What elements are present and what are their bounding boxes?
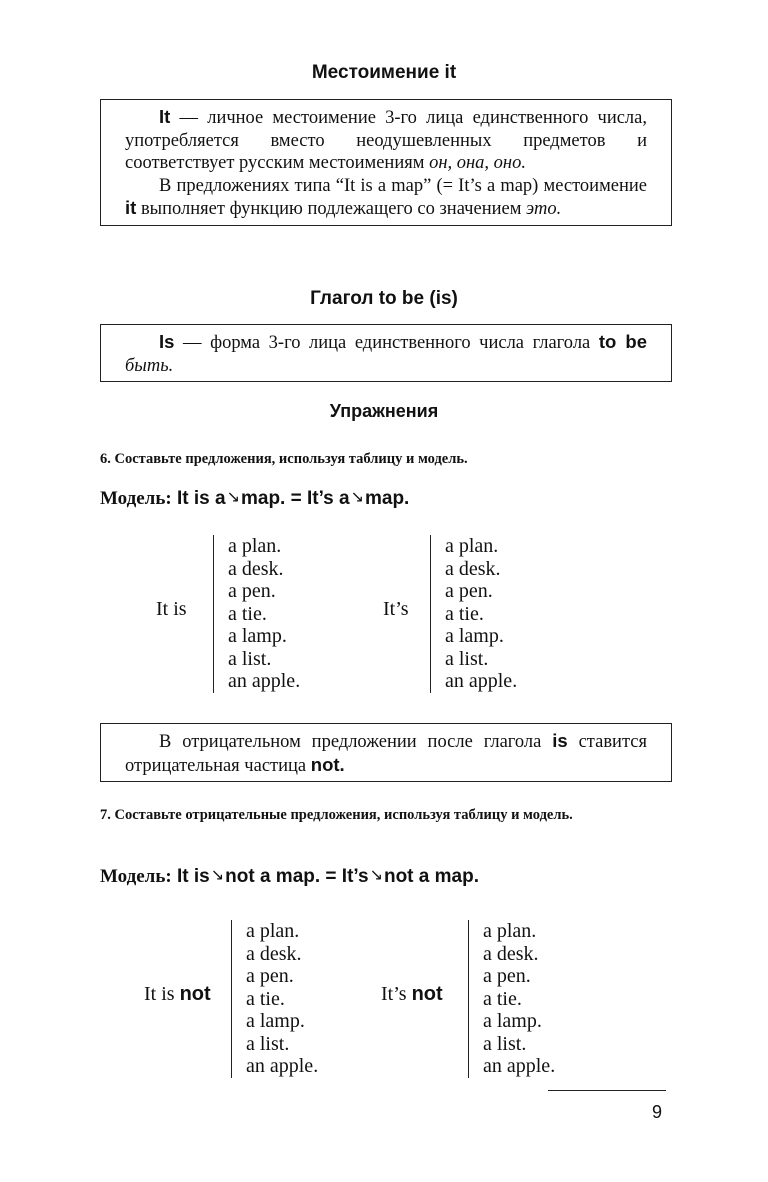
table-item: a tie.: [445, 602, 484, 625]
rule-text: выполняет функцию подлежащего со значением: [136, 199, 527, 219]
exercise-6-model: [100, 488, 409, 510]
table-column-left: [231, 920, 318, 1078]
table-item: a pen.: [228, 580, 276, 602]
table-lead-its-not: [381, 983, 443, 1006]
table-item: an apple.: [228, 670, 301, 692]
exercise-6-task: 6. Составьте предложения, используя таблицу и модель.: [100, 451, 468, 467]
rule-box-to-be: [100, 324, 672, 382]
model-part: not a map.: [383, 866, 479, 887]
table-item: a list.: [483, 1032, 527, 1055]
rule-text: ставится отрицательная частица: [125, 732, 647, 776]
table-item: a tie.: [483, 987, 522, 1010]
table-item: a tie.: [246, 987, 285, 1010]
model-part: map. = It’s a: [240, 488, 350, 509]
rule-box-pronoun-it: [100, 99, 672, 226]
intonation-arrow-icon: ↘: [350, 489, 364, 506]
rule-paragraph-2: [125, 175, 647, 221]
table-item: a tie.: [228, 602, 267, 625]
table-item: a plan.: [246, 920, 300, 942]
rule-paragraph-1: [125, 106, 647, 175]
table-item: an apple.: [445, 670, 518, 692]
table-item: a lamp.: [445, 625, 504, 647]
table-item: a list.: [246, 1032, 290, 1055]
rule-text: В предложениях типа “It is a map” (= It’s a map) местоимение: [159, 175, 647, 196]
table-item: a plan.: [483, 920, 537, 942]
table-item: a desk.: [445, 557, 501, 580]
model-label: Модель:: [100, 488, 172, 509]
table-lead-it-is: It is: [156, 598, 187, 620]
table-item: a plan.: [445, 535, 499, 557]
footer-rule: [548, 1090, 666, 1091]
rule-text: — личное местоимение 3-го лица единственного числа, употребляется вместо неодушевленных предметов и соответствует русским местоимениям: [125, 108, 647, 173]
table-item: a lamp.: [246, 1010, 305, 1032]
section-title-pronoun-it: Местоимение it: [311, 62, 457, 83]
intonation-arrow-icon: ↘: [369, 867, 383, 884]
table-item: a desk.: [228, 557, 284, 580]
rule-paragraph: [125, 730, 647, 777]
rule-text: В отрицательном предложении после глагола: [159, 732, 553, 752]
section-title-exercises: Упражнения: [329, 401, 439, 421]
rule-italic: он, она, оно.: [429, 153, 526, 173]
intonation-arrow-icon: ↘: [226, 489, 240, 506]
table-column-right: [430, 535, 517, 693]
rule-box-negation: [100, 723, 672, 782]
term-not: not.: [310, 753, 345, 775]
table-item: a plan.: [228, 535, 282, 557]
term-is: Is: [159, 331, 175, 352]
table-item: a lamp.: [228, 625, 287, 647]
table-item: an apple.: [246, 1055, 319, 1077]
table-item: a pen.: [246, 965, 294, 987]
exercise-7-model: [100, 866, 479, 888]
table-item: a pen.: [445, 580, 493, 602]
rule-italic: это.: [526, 199, 562, 219]
table-item: a list.: [445, 647, 489, 670]
term-is: is: [552, 730, 568, 751]
section-title-to-be: Глагол to be (is): [310, 288, 458, 309]
model-part: It is a: [177, 488, 226, 509]
rule-italic: быть.: [125, 355, 174, 376]
table-item: an apple.: [483, 1055, 556, 1077]
term-it: It: [159, 106, 171, 127]
intonation-arrow-icon: ↘: [210, 867, 225, 884]
lead-not: not: [179, 983, 211, 1005]
term-it-bold: it: [125, 197, 137, 218]
model-part: not a map. = It’s: [225, 866, 369, 887]
table-item: a lamp.: [483, 1010, 542, 1032]
model-part: map.: [364, 488, 410, 509]
term-to-be: to be: [598, 331, 647, 352]
lead-not: not: [411, 983, 443, 1005]
table-lead-it-is-not: [144, 983, 211, 1006]
table-item: a desk.: [246, 942, 302, 965]
table-item: a pen.: [483, 965, 531, 987]
model-label: Модель:: [100, 866, 172, 887]
exercise-7-task: 7. Составьте отрицательные предложения, используя таблицу и модель.: [100, 807, 573, 823]
table-lead-its: It’s: [383, 598, 409, 620]
table-column-left: [213, 535, 300, 693]
lead-text: It’s: [381, 983, 407, 1005]
model-part: It is: [177, 866, 210, 887]
table-item: a desk.: [483, 942, 539, 965]
rule-text: — форма 3-го лица единственного числа глагола: [174, 333, 599, 353]
page-number: 9: [652, 1102, 663, 1122]
table-item: a list.: [228, 647, 272, 670]
table-column-right: [468, 920, 555, 1078]
rule-paragraph: [125, 331, 647, 377]
lead-text: It is: [144, 983, 175, 1005]
